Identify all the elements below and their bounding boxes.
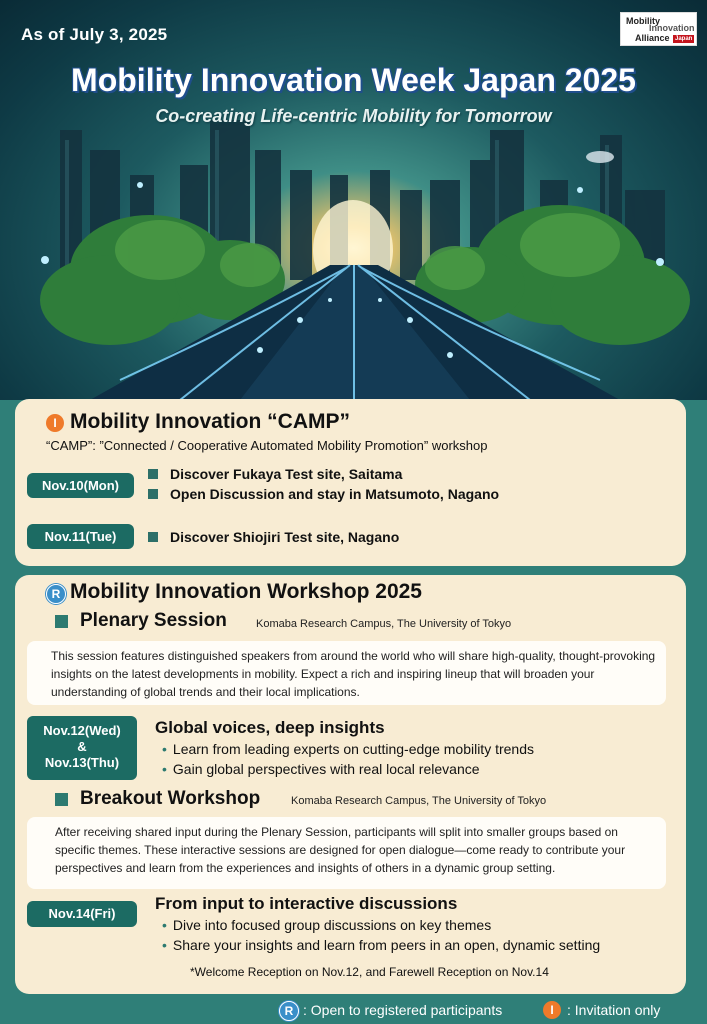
date-pill-nov11: Nov.11(Tue)	[27, 524, 134, 549]
camp-item: Open Discussion and stay in Matsumoto, Nagano	[170, 486, 500, 502]
date-pill-nov12-13	[27, 716, 137, 780]
date-line: Nov.13(Thu)	[44, 755, 120, 770]
workshop-panel	[15, 575, 686, 994]
breakout-title: Breakout Workshop	[80, 788, 261, 809]
camp-item: Discover Fukaya Test site, Saitama	[170, 466, 403, 482]
hero-image	[0, 0, 707, 400]
logo-text-innovation: Innovation	[649, 23, 695, 33]
camp-description: “CAMP”: ”Connected / Cooperative Automated Mobility Promotion” workshop	[46, 438, 488, 453]
section-square	[55, 793, 68, 806]
workshop-heading: Mobility Innovation Workshop 2025	[70, 580, 422, 603]
date-line: Nov.12(Wed)	[43, 723, 121, 738]
plenary-headline: Global voices, deep insights	[155, 718, 385, 737]
city-road-illustration	[0, 0, 707, 400]
bullet-square	[148, 532, 158, 542]
logo-text-mobility: Mobility	[626, 16, 660, 26]
plenary-bullet: • Learn from leading experts on cutting-edge mobility trends	[162, 741, 534, 757]
date-line: &	[77, 739, 87, 754]
registered-badge-icon: R	[46, 584, 66, 604]
bullet-square	[148, 469, 158, 479]
breakout-headline: From input to interactive discussions	[155, 894, 458, 913]
plenary-bullet: • Gain global perspectives with real local relevance	[162, 761, 480, 777]
date-pill-nov10: Nov.10(Mon)	[27, 473, 134, 498]
invitation-legend-text: : Invitation only	[567, 1002, 661, 1018]
camp-heading: Mobility Innovation “CAMP”	[70, 410, 350, 433]
breakout-bullet: • Dive into focused group discussions on key themes	[162, 917, 492, 933]
page-subtitle: Co-creating Life-centric Mobility for Tomorrow	[155, 106, 552, 126]
camp-item: Discover Shiojiri Test site, Nagano	[170, 529, 400, 545]
breakout-bullet: • Share your insights and learn from peers in an open, dynamic setting	[162, 937, 601, 953]
invitation-badge-icon: I	[46, 414, 64, 432]
issue-date: As of July 3, 2025	[21, 25, 168, 44]
registered-legend-text: : Open to registered participants	[303, 1002, 503, 1018]
plenary-description: This session features distinguished speakers from around the world who will share high-quality, thought-provoking insights on the latest developments in mobility. Expect a rich and inspiring lineup that will broaden your understanding of global trends and their local implications.	[27, 641, 666, 705]
breakout-venue: Komaba Research Campus, The University of Tokyo	[291, 795, 547, 807]
plenary-title: Plenary Session	[80, 610, 227, 631]
invitation-legend-icon: I	[543, 1001, 561, 1019]
logo-text-japan: Japan	[675, 36, 693, 42]
logo-text-alliance: Alliance	[635, 33, 670, 43]
plenary-venue: Komaba Research Campus, The University of Tokyo	[256, 618, 512, 630]
registered-legend-icon: R	[279, 1001, 299, 1021]
camp-panel	[15, 399, 686, 566]
breakout-description: After receiving shared input during the Plenary Session, participants will split into smaller groups based on specific themes. These interactive sessions are designed for open dialogue—come ready to contribute your perspectives and learn from the experiences and insights of others in a dynamic group setting.	[27, 817, 666, 889]
bullet-square	[148, 489, 158, 499]
alliance-logo	[620, 12, 697, 46]
page-title: Mobility Innovation Week Japan 2025	[71, 62, 636, 98]
reception-note: *Welcome Reception on Nov.12, and Farewell Reception on Nov.14	[190, 965, 549, 979]
date-pill-nov14: Nov.14(Fri)	[27, 901, 137, 927]
section-square	[55, 615, 68, 628]
